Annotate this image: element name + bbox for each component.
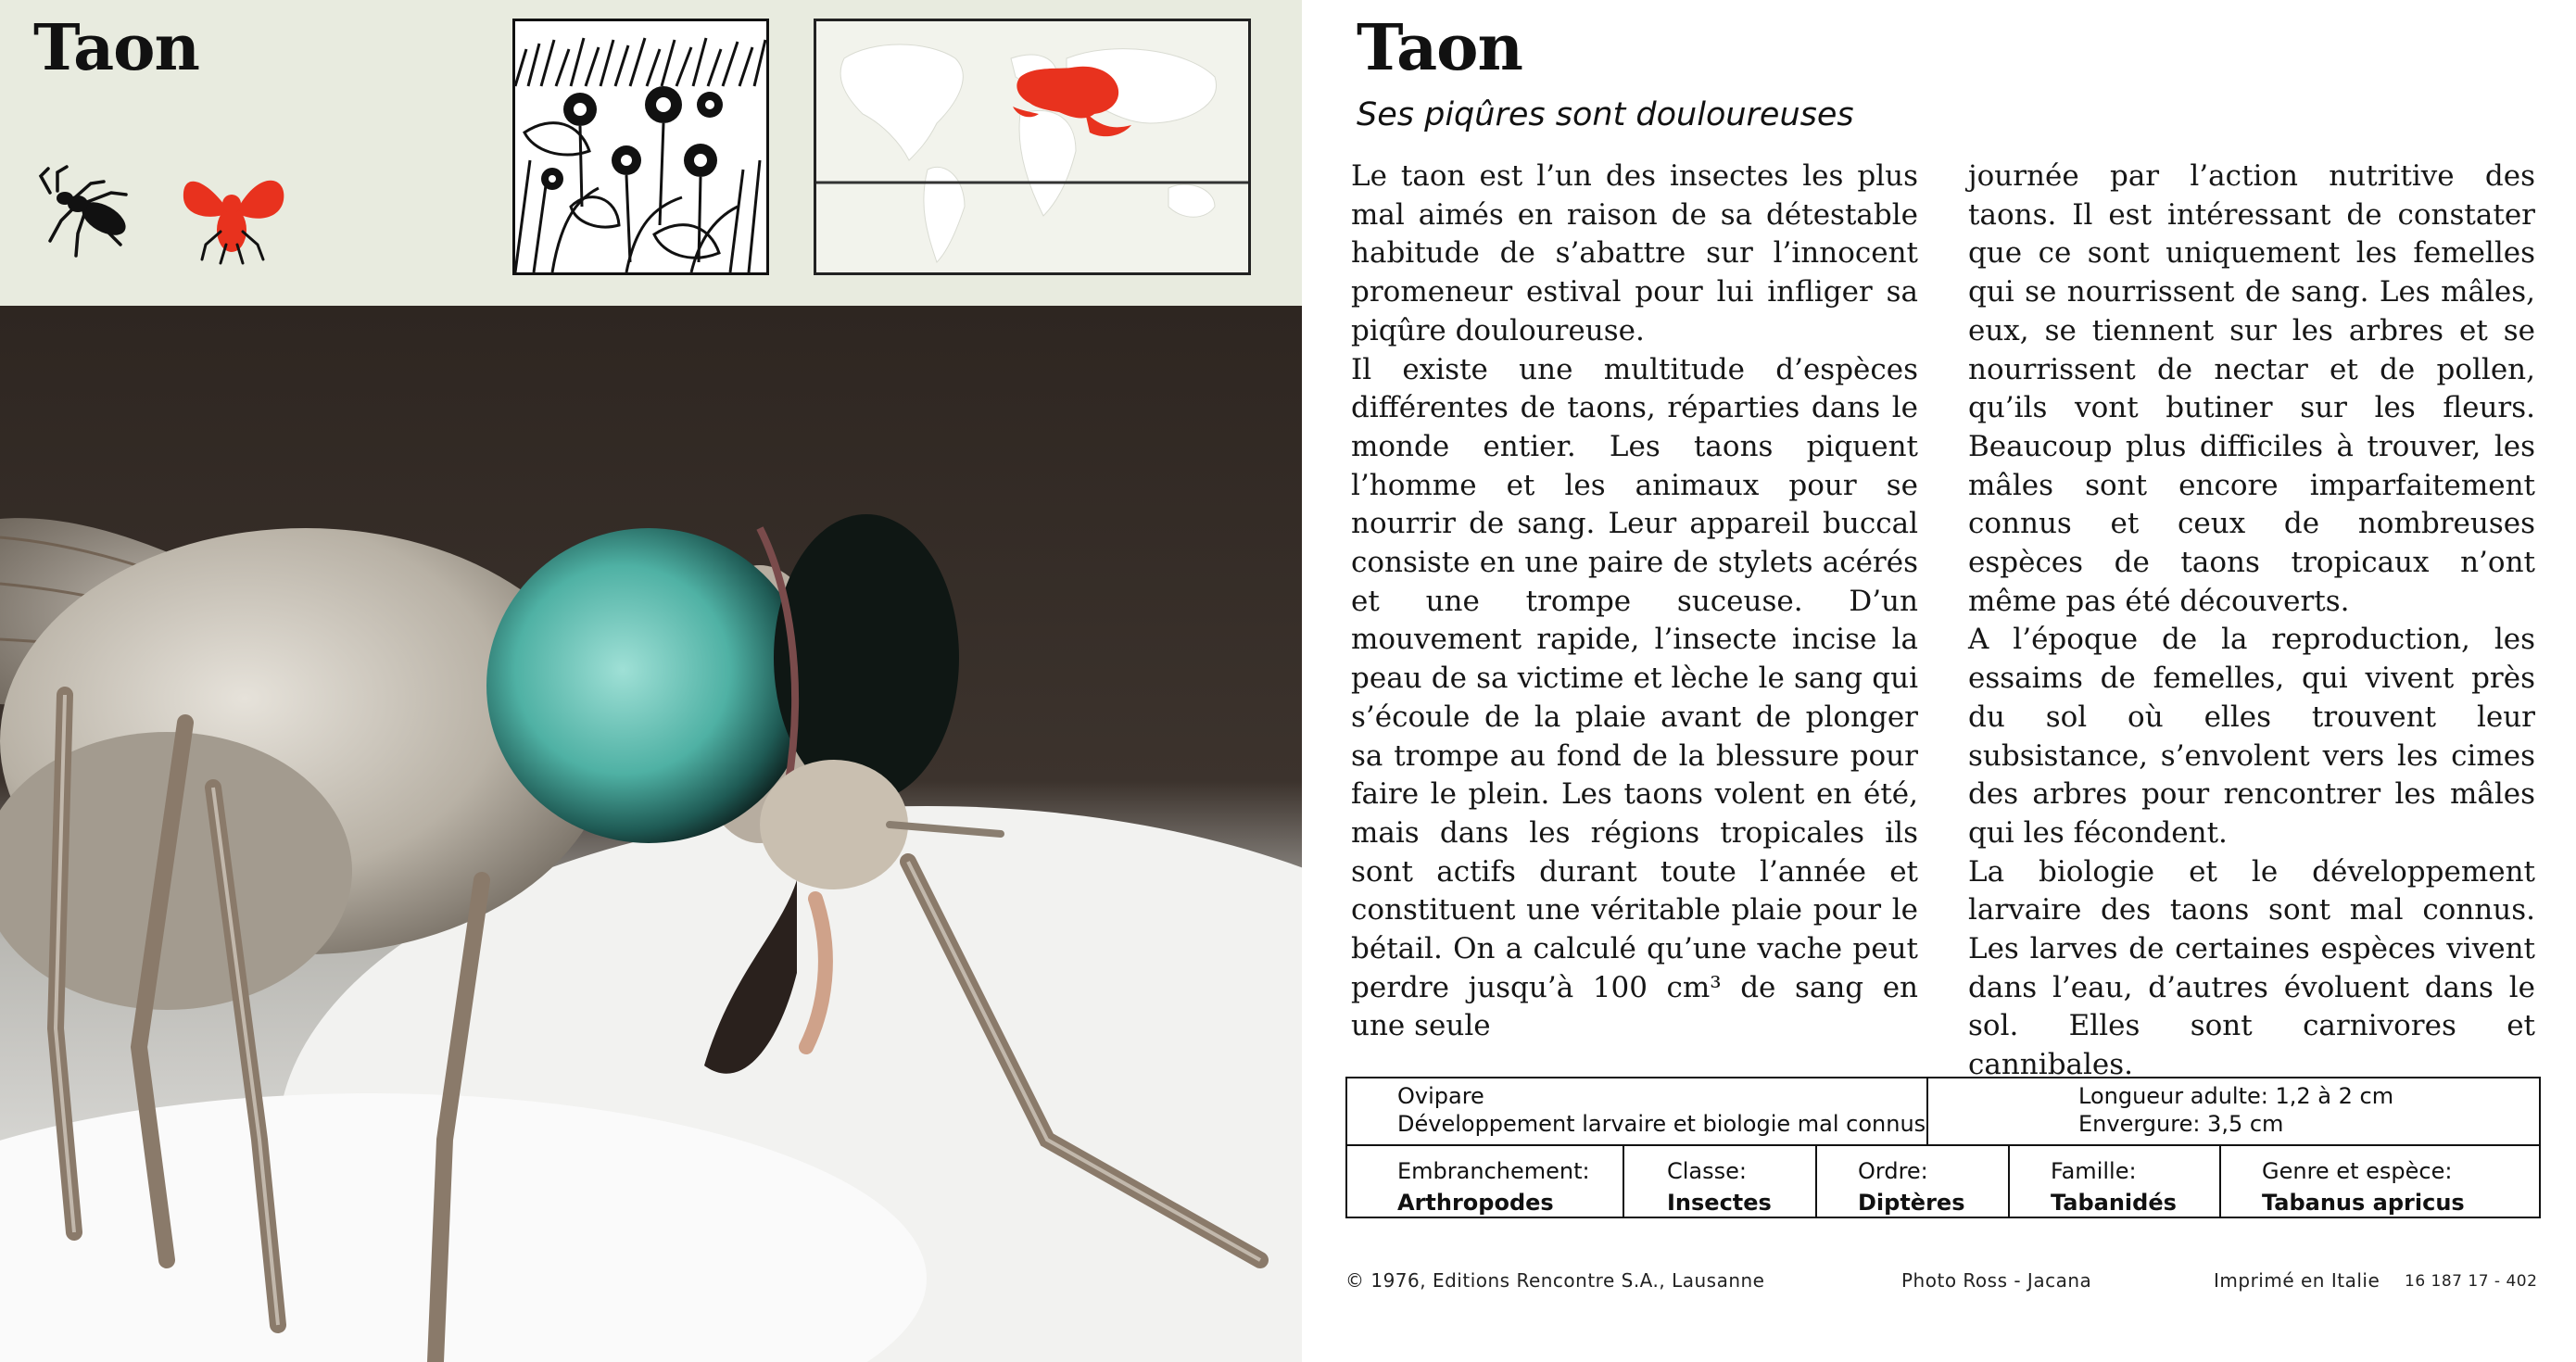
habitat-illustration xyxy=(512,19,769,275)
card-title: Taon xyxy=(33,11,199,85)
card-header xyxy=(0,0,1302,306)
adult-length: Longueur adulte: 1,2 à 2 cm xyxy=(2078,1083,2394,1109)
classification-value: Arthropodes xyxy=(1397,1190,1554,1216)
copyright-note: © 1976, Editions Rencontre S.A., Lausanne xyxy=(1345,1269,1765,1292)
classification-species xyxy=(2219,1146,2541,1218)
horsefly-photo-illustration xyxy=(0,306,1302,1362)
fly-icon xyxy=(174,156,295,276)
classification-class xyxy=(1623,1146,1815,1218)
text-column-2 xyxy=(1968,158,2535,1085)
meadow-flowers-icon xyxy=(515,21,766,272)
classification-label: Ordre: xyxy=(1858,1158,1928,1184)
distribution-map xyxy=(814,19,1251,275)
photo-credit: Photo Ross - Jacana xyxy=(1901,1269,2092,1292)
classification-value: Tabanus apricus xyxy=(2262,1190,2465,1216)
horsefly-photo xyxy=(0,306,1302,1362)
text-column-1 xyxy=(1351,158,1918,1046)
classification-order xyxy=(1815,1146,2008,1218)
classification-family xyxy=(2008,1146,2219,1218)
wingspan: Envergure: 3,5 cm xyxy=(2078,1111,2284,1137)
right-card xyxy=(1307,0,2576,1362)
beetle-icon xyxy=(30,156,141,267)
paragraph: La biologie et le développement larvaire des taons sont mal connus. Les larves de certaines espèces vivent dans l’eau, d’autres évoluent dans le sol. Elles sont carnivores et cannibales. xyxy=(1968,854,2535,1082)
info-row-classification xyxy=(1347,1146,2539,1218)
card-code: 16 187 17 - 402 xyxy=(2405,1272,2538,1291)
classification-label: Genre et espèce: xyxy=(2262,1158,2453,1184)
classification-label: Embranchement: xyxy=(1397,1158,1590,1184)
size-cell xyxy=(1928,1078,2541,1146)
info-row-biology xyxy=(1347,1078,2539,1146)
classification-label: Famille: xyxy=(2051,1158,2137,1184)
classification-label: Classe: xyxy=(1667,1158,1747,1184)
classification-value: Diptères xyxy=(1858,1190,1965,1216)
printed-note: Imprimé en Italie xyxy=(2214,1269,2380,1292)
development-note: Développement larvaire et biologie mal connus xyxy=(1397,1111,1926,1137)
paragraph: journée par l’action nutritive des taons. Il est intéressant de constater que ce sont uniquement les femelles qui se nourrissent de sang. Les mâles, eux, se tiennent sur les arbres et se nourrissent de nectar et de pollen, qu’ils vont butiner sur les fleurs. Beaucoup plus difficiles à trouver, les mâles sont encore imparfaitement connus et ceux de nombreuses espèces de taons tropicaux n’ont même pas été découverts. xyxy=(1968,159,2535,618)
classification-value: Insectes xyxy=(1667,1190,1772,1216)
paragraph: Il existe une multitude d’espèces différentes de taons, réparties dans le monde entier. Les taons piquent l’homme et les animaux pour se nourrir de sang. Leur appareil buccal consiste en une paire de stylets acérés et une trompe suceuse. D’un mouvement rapide, l’insecte incise la peau de sa victime et lèche le sang qui s’écoule de la plaie avant de plonger sa trompe au fond de la blessure pour faire le plein. Les taons volent en été, mais dans les régions tropicales ils sont actifs durant toute l’année et constituent une véritable plaie pour le bétail. On a calculé qu’une vache peut perdre jusqu’à 100 cm³ de sang en une seule xyxy=(1351,352,1918,1043)
classification-value: Tabanidés xyxy=(2051,1190,2177,1216)
paragraph: Le taon est l’un des insectes les plus mal aimés en raison de sa détestable habitude de s’abattre sur l’innocent promeneur estival pour lui infliger sa piqûre douloureuse. xyxy=(1351,159,1918,347)
article-subtitle: Ses piqûres sont douloureuses xyxy=(1357,96,1854,133)
reproduction-type: Ovipare xyxy=(1397,1083,1484,1109)
classification-phylum xyxy=(1347,1146,1623,1218)
article-title: Taon xyxy=(1357,11,1522,85)
reproduction-cell xyxy=(1347,1078,1928,1146)
world-map-icon xyxy=(816,21,1248,272)
paragraph: A l’époque de la reproduction, les essaims de femelles, qui vivent près du sol où elles trouvent leur subsistance, s’envolent vers les cimes des arbres pour rencontrer les mâles qui les fécondent. xyxy=(1968,623,2535,850)
info-table xyxy=(1345,1077,2541,1218)
